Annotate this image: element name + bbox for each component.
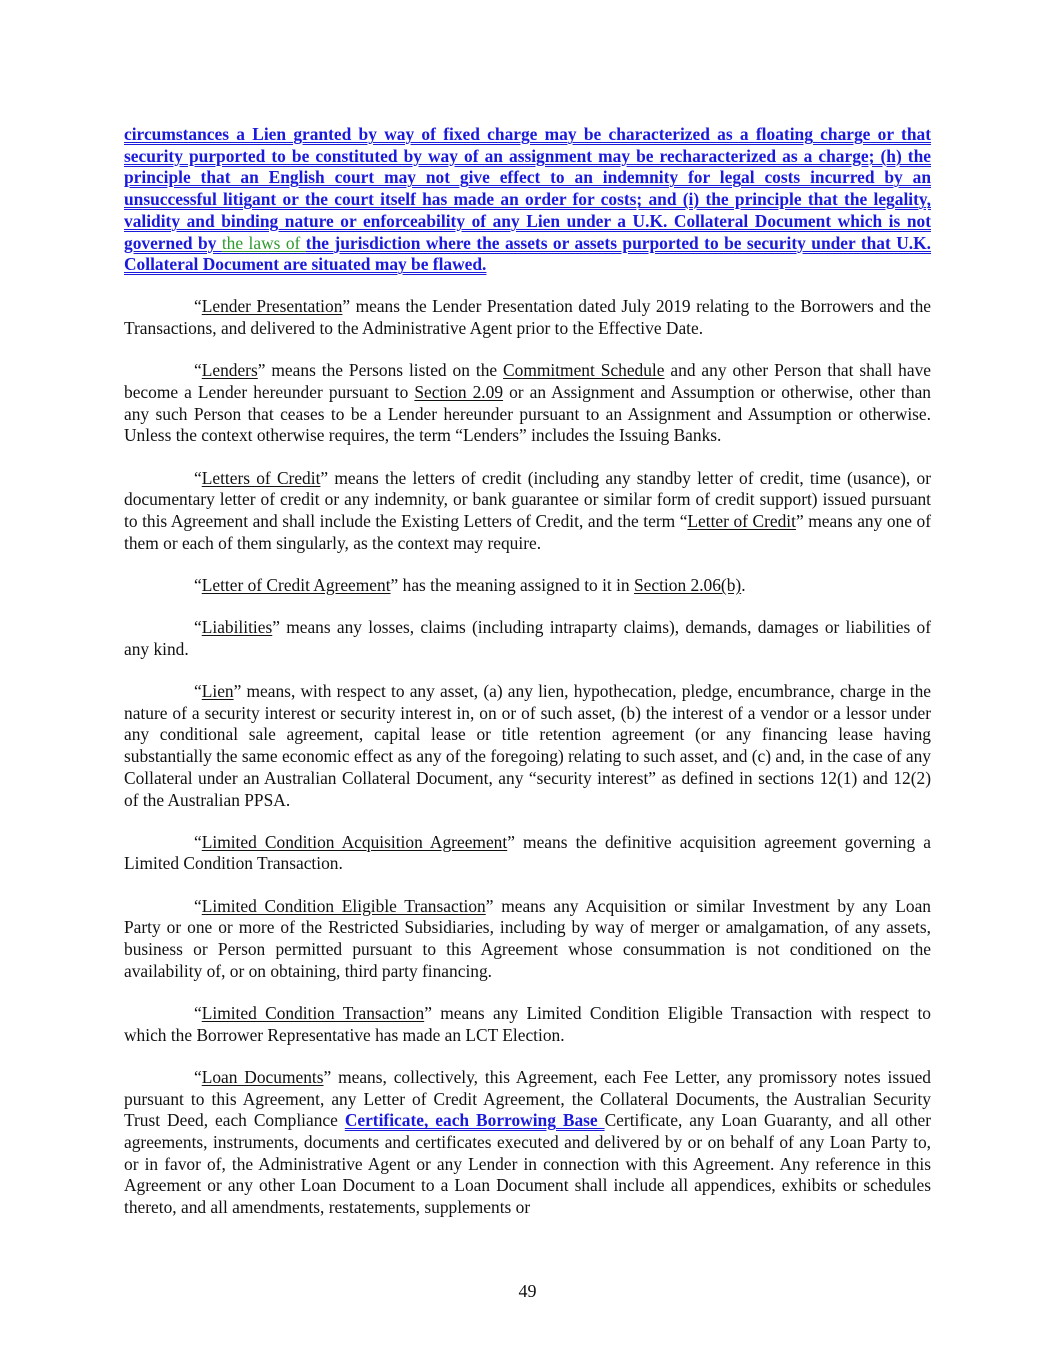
- inserted-text: Certificate, each Borrowing Base: [344, 1110, 605, 1131]
- definition-text: means the letters of credit (including any standby letter of credit, time (usance), or documentary letter of credit or any indemnity, or bank guarantee or similar form of credit support) issued pursuant to this Agreement and shall include the Existing Letters of Credit, and the term “: [124, 467, 931, 532]
- document-page: [124, 124, 931, 1239]
- definition-text: means any Acquisition or similar Investment by any Loan Party or one or more of the Restricted Subsidiaries, including by way of merger or amalgamation, of any assets, business or Person permitted pursuant to this Agreement whose consummation is not conditioned on the availability of, or on obtaining, third party financing.: [124, 895, 931, 981]
- defined-term: Limited Condition Eligible Transaction: [201, 895, 486, 916]
- definition-text: has the meaning assigned to it in: [398, 574, 634, 595]
- inserted-paragraph: [124, 124, 931, 276]
- defined-term: Lenders: [201, 360, 258, 381]
- definition-text: means any Limited Condition Eligible Transaction with respect to which the Borrower Representative has made an LCT Election.: [124, 1003, 931, 1045]
- moved-text: the laws of: [221, 232, 306, 253]
- inserted-text-2: the jurisdiction where the assets or assets purported to be security under that U.K. Collateral Document are situated may be flawed.: [124, 232, 932, 275]
- cross-reference: Commitment Schedule: [503, 360, 665, 381]
- definition-letters-of-credit: “Letters of Credit” means the letters of credit (including any standby letter of credit, time (usance), or documentary letter of credit or any indemnity, or bank guarantee or similar form of credit support) issued pursuant to this Agreement and shall include the Existing Letters of Credit, and the term “Letter of Credit” means any one of them or each of them singularly, as the context may require.: [124, 467, 932, 553]
- defined-term: Liabilities: [201, 617, 273, 638]
- defined-term: Letters of Credit: [201, 467, 321, 488]
- definition-letter-of-credit-agreement: “Letter of Credit Agreement” has the meaning assigned to it in Section 2.06(b).: [194, 574, 746, 595]
- definition-limited-condition-acquisition-agreement: “Limited Condition Acquisition Agreement” means the definitive acquisition agreement governing a Limited Condition Transaction.: [124, 831, 931, 874]
- defined-term: Limited Condition Transaction: [201, 1003, 425, 1023]
- definition-limited-condition-transaction: “Limited Condition Transaction” means any Limited Condition Eligible Transaction with respect to which the Borrower Representative has made an LCT Election.: [124, 1003, 931, 1045]
- definition-loan-documents: “Loan Documents” means, collectively, this Agreement, each Fee Letter, any promissory notes issued pursuant to this Agreement, any Letter of Credit Agreement, the Collateral Documents, the Australian Security Trust Deed, each Compliance Certificate, each Borrowing Base Certificate, any Loan Guaranty, and all other agreements, instruments, documents and certificates executed and delivered by or on behalf of any Loan Party to, or in favor of, the Administrative Agent or any Lender in connection with this Agreement. Any reference in this Agreement or any other Loan Document to a Loan Document shall include all appendices, exhibits or schedules thereto, and all amendments, restatements, supplements or: [124, 1066, 931, 1218]
- inserted-text-1: circumstances a Lien granted by way of fixed charge may be characterized as a floating charge or that security purported to be constituted by way of an assignment may be recharacterized as a charge; (h) the principle that an English court may not give effect to an indemnity for legal costs incurred by an unsuccessful litigant or the court itself has made an order for costs; and (i) the principle that the legality, validity and binding nature or enforceability of any Lien under a U.K. Collateral Document which is not governed by: [124, 124, 931, 253]
- definition-text: Certificate, any Loan Guaranty, and all other agreements, instruments, documents and certificates executed and delivered by or on behalf of any Loan Party to, or in favor of, the Administrative Agent or any Lender in connection with this Agreement. Any reference in this Agreement or any other Loan Document to a Loan Document shall include all appendices, exhibits or schedules thereto, and all amendments, restatements, supplements or: [124, 1110, 931, 1218]
- cross-reference: Section 2.09: [414, 382, 504, 403]
- definition-text: .: [741, 574, 746, 595]
- defined-term: Lien: [201, 681, 234, 702]
- definition-text: means the definitive acquisition agreement governing a Limited Condition Transaction.: [124, 831, 931, 874]
- definition-text: means, collectively, this Agreement, each Fee Letter, any promissory notes issued pursuant to this Agreement, any Letter of Credit Agreement, the Collateral Documents, the Australian Security Trust Deed, each Compliance: [124, 1066, 931, 1131]
- defined-term: Loan Documents: [201, 1066, 324, 1087]
- defined-term: Lender Presentation: [201, 296, 343, 317]
- definition-lender-presentation: “Lender Presentation” means the Lender Presentation dated July 2019 relating to the Borrowers and the Transactions, and delivered to the Administrative Agent prior to the Effective Date.: [124, 296, 931, 339]
- definition-limited-condition-eligible-transaction: “Limited Condition Eligible Transaction” means any Acquisition or similar Investment by any Loan Party or one or more of the Restricted Subsidiaries, including by way of merger or amalgamation, of any assets, business or Person permitted pursuant to this Agreement whose consummation is not conditioned on the availability of, or on obtaining, third party financing.: [124, 895, 931, 981]
- definition-lenders: “Lenders” means the Persons listed on the Commitment Schedule and any other Person that shall have become a Lender hereunder pursuant to Section 2.09 or an Assignment and Assumption or otherwise, other than any such Person that ceases to be a Lender hereunder pursuant to an Assignment and Assumption or otherwise. Unless the context otherwise requires, the term “Lenders” includes the Issuing Banks.: [124, 360, 931, 446]
- defined-term: Letter of Credit: [687, 511, 796, 532]
- definition-liabilities: “Liabilities” means any losses, claims (including intraparty claims), demands, damages or liabilities of any kind.: [124, 617, 931, 659]
- definition-text: means any losses, claims (including intraparty claims), demands, damages or liabilities of any kind.: [124, 617, 931, 659]
- defined-term: Limited Condition Acquisition Agreement: [201, 831, 508, 852]
- definition-text: or an Assignment and Assumption or otherwise, other than any such Person that ceases to be a Lender hereunder pursuant to an Assignment and Assumption or otherwise. Unless the context otherwise requires, the term “Lenders” includes the Issuing Banks.: [124, 382, 931, 446]
- defined-term: Letter of Credit Agreement: [201, 574, 391, 595]
- definition-text: means the Persons listed on the: [265, 360, 504, 381]
- definition-text: means, with respect to any asset, (a) any lien, hypothecation, pledge, encumbrance, charge in the nature of a security interest or security interest in, on or of such asset, (b) the interest of a vendor or a lessor under any conditional sale agreement, capital lease or title retention agreement (or any financing lease having substantially the same economic effect as any of the foregoing) relating to such asset, and (c) and, in the case of any Collateral under an Australian Collateral Document, any “security interest” as defined in sections 12(1) and 12(2) of the Australian PPSA.: [124, 681, 931, 810]
- definition-text: and any other Person that shall have become a Lender hereunder pursuant to: [124, 360, 931, 403]
- cross-reference: Section 2.06(b): [633, 574, 742, 595]
- page-number: 49: [518, 1281, 537, 1301]
- definition-text: means the Lender Presentation dated July 2019 relating to the Borrowers and the Transactions, and delivered to the Administrative Agent prior to the Effective Date.: [124, 296, 931, 339]
- definition-lien: “Lien” means, with respect to any asset, (a) any lien, hypothecation, pledge, encumbrance, charge in the nature of a security interest or security interest in, on or of such asset, (b) the interest of a vendor or a lessor under any conditional sale agreement, capital lease or title retention agreement (or any financing lease having substantially the same economic effect as any of the foregoing) relating to such asset, and (c) and, in the case of any Collateral under an Australian Collateral Document, any “security interest” as defined in sections 12(1) and 12(2) of the Australian PPSA.: [124, 681, 931, 810]
- definition-text: ” means any one of them or each of them singularly, as the context may require.: [124, 511, 932, 553]
